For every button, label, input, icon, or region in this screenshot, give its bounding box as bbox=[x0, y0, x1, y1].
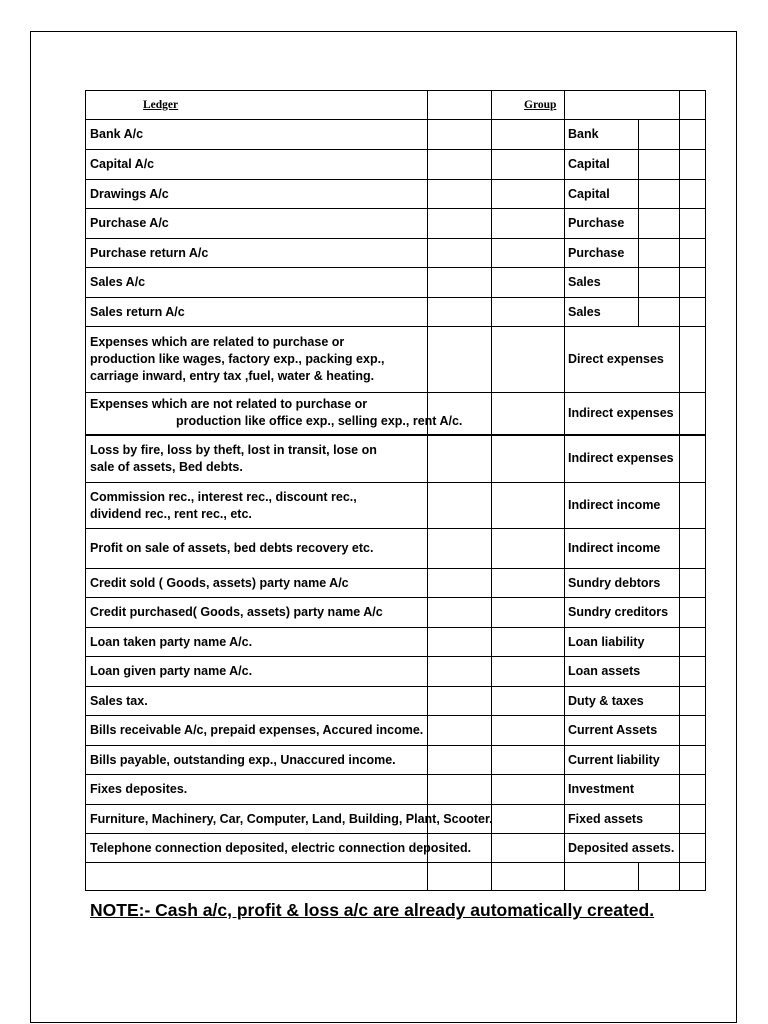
group-cell: Capital bbox=[565, 180, 639, 209]
ledger-cell: Sales return A/c bbox=[86, 298, 428, 327]
group-cell: Indirect expenses bbox=[565, 393, 680, 435]
group-column-header: Group bbox=[492, 91, 565, 120]
table-row bbox=[86, 435, 706, 483]
group-cell: Duty & taxes bbox=[565, 687, 680, 716]
group-cell: Current Assets bbox=[565, 716, 680, 746]
ledger-cell: Bank A/c bbox=[86, 120, 428, 150]
group-cell: Sundry creditors bbox=[565, 598, 680, 628]
ledger-line: Expenses which are related to purchase or bbox=[90, 335, 345, 349]
table-row bbox=[86, 628, 706, 657]
table-row bbox=[86, 598, 706, 628]
ledger-cell bbox=[86, 435, 428, 483]
ledger-cell: Bills payable, outstanding exp., Unaccured income. bbox=[86, 746, 428, 775]
ledger-cell: Purchase A/c bbox=[86, 209, 428, 239]
table-row bbox=[86, 120, 706, 150]
ledger-group-table bbox=[85, 90, 706, 891]
group-cell: Sales bbox=[565, 268, 639, 298]
ledger-cell: Credit sold ( Goods, assets) party name A/c bbox=[86, 569, 428, 598]
ledger-cell: Sales tax. bbox=[86, 687, 428, 716]
ledger-line: sale of assets, Bed debts. bbox=[90, 459, 243, 474]
group-cell: Indirect income bbox=[565, 483, 680, 529]
table-row bbox=[86, 657, 706, 687]
ledger-cell: Loan taken party name A/c. bbox=[86, 628, 428, 657]
ledger-line: production like wages, factory exp., packing exp., bbox=[90, 352, 385, 366]
ledger-line: production like office exp., selling exp., rent A/c. bbox=[176, 414, 463, 429]
ledger-cell: Loan given party name A/c. bbox=[86, 657, 428, 687]
table-row-empty bbox=[86, 863, 706, 891]
ledger-cell: Drawings A/c bbox=[86, 180, 428, 209]
table-row bbox=[86, 687, 706, 716]
table-row bbox=[86, 180, 706, 209]
table-row bbox=[86, 393, 706, 435]
group-cell: Indirect expenses bbox=[565, 435, 680, 483]
ledger-cell: Fixes deposites. bbox=[86, 775, 428, 805]
group-cell: Purchase bbox=[565, 209, 639, 239]
group-cell: Current liability bbox=[565, 746, 680, 775]
group-cell: Deposited assets. bbox=[565, 834, 680, 863]
ledger-line: Commission rec., interest rec., discount rec., bbox=[90, 489, 357, 504]
ledger-column-header: Ledger bbox=[86, 91, 428, 120]
table-row bbox=[86, 239, 706, 268]
ledger-line: Expenses which are not related to purchase or bbox=[90, 397, 368, 412]
ledger-cell: Capital A/c bbox=[86, 150, 428, 180]
table-row bbox=[86, 483, 706, 529]
table-row bbox=[86, 775, 706, 805]
table-row bbox=[86, 716, 706, 746]
ledger-line: dividend rec., rent rec., etc. bbox=[90, 506, 252, 521]
ledger-cell: Credit purchased( Goods, assets) party name A/c bbox=[86, 598, 428, 628]
ledger-cell: Purchase return A/c bbox=[86, 239, 428, 268]
group-cell: Sales bbox=[565, 298, 639, 327]
table-row bbox=[86, 834, 706, 863]
group-cell: Loan assets bbox=[565, 657, 680, 687]
ledger-cell: Bills receivable A/c, prepaid expenses, Accured income. bbox=[86, 716, 428, 746]
group-cell: Sundry debtors bbox=[565, 569, 680, 598]
table-row bbox=[86, 805, 706, 834]
group-cell: Indirect income bbox=[565, 529, 680, 569]
ledger-cell bbox=[86, 483, 428, 529]
ledger-cell bbox=[86, 327, 428, 393]
table-row bbox=[86, 327, 706, 393]
table-row bbox=[86, 150, 706, 180]
table-row bbox=[86, 529, 706, 569]
note-text: NOTE:- Cash a/c, profit & loss a/c are already automatically created. bbox=[90, 900, 655, 920]
ledger-cell: Profit on sale of assets, bed debts recovery etc. bbox=[86, 529, 428, 569]
table-row bbox=[86, 569, 706, 598]
ledger-cell bbox=[86, 393, 463, 435]
group-cell: Direct expenses bbox=[565, 327, 680, 393]
group-cell: Loan liability bbox=[565, 628, 680, 657]
ledger-line: carriage inward, entry tax ,fuel, water & heating. bbox=[90, 369, 375, 383]
group-cell: Capital bbox=[565, 150, 639, 180]
ledger-line: Loss by fire, loss by theft, lost in transit, lose on bbox=[90, 442, 377, 457]
group-cell: Purchase bbox=[565, 239, 639, 268]
table-row bbox=[86, 268, 706, 298]
table-row bbox=[86, 298, 706, 327]
table-header-row bbox=[86, 91, 706, 120]
group-cell: Investment bbox=[565, 775, 680, 805]
table-row bbox=[86, 746, 706, 775]
table-row bbox=[86, 209, 706, 239]
group-cell: Fixed assets bbox=[565, 805, 680, 834]
ledger-cell: Furniture, Machinery, Car, Computer, Land, Building, Plant, Scooter. bbox=[86, 805, 428, 834]
ledger-cell: Sales A/c bbox=[86, 268, 428, 298]
group-cell: Bank bbox=[565, 120, 639, 150]
ledger-cell: Telephone connection deposited, electric connection deposited. bbox=[86, 834, 428, 863]
